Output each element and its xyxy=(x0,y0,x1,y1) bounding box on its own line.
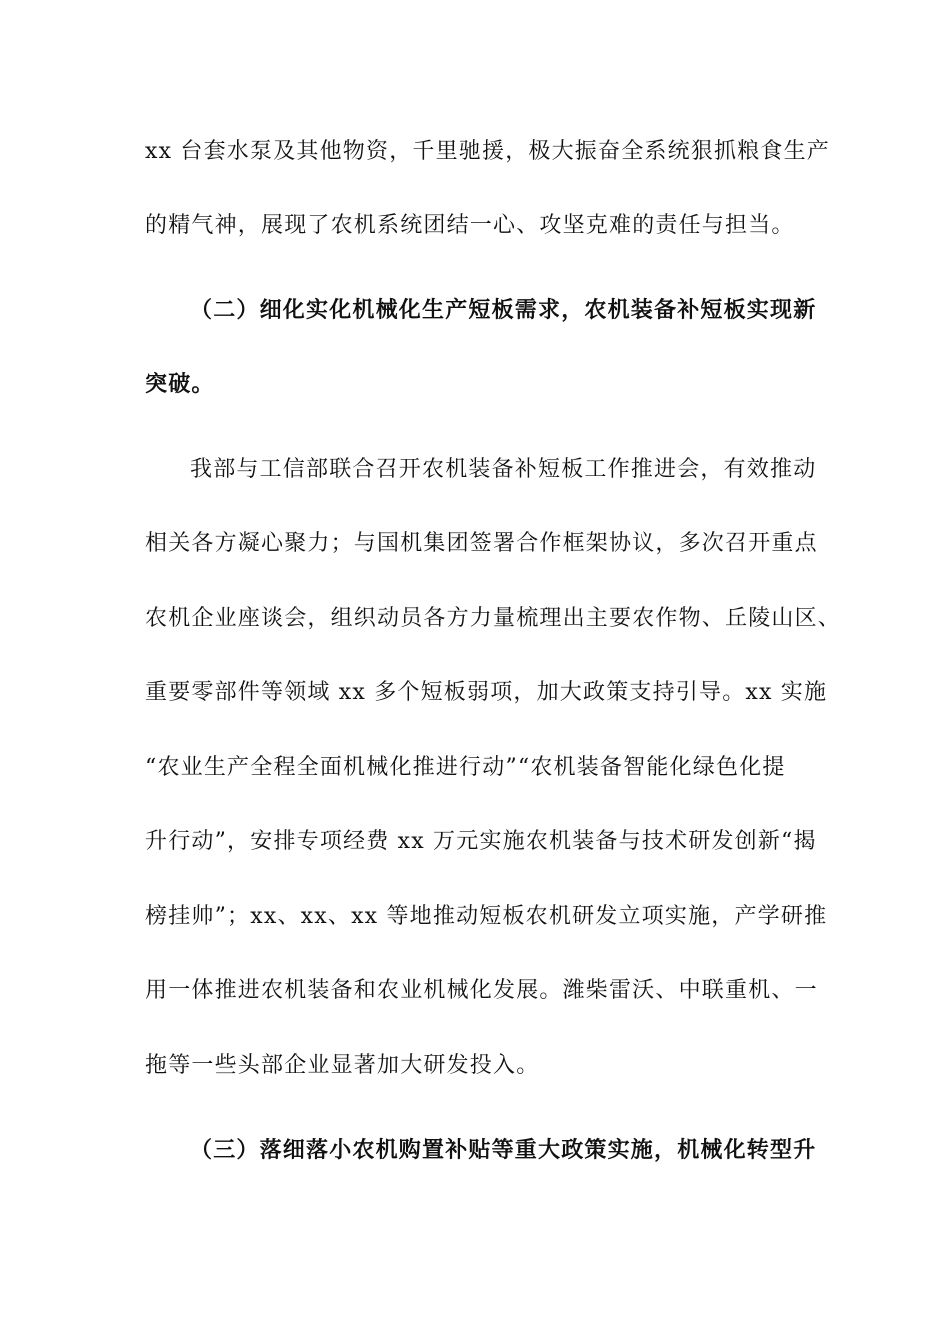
paragraph-line: 重要零部件等领域 xx 多个短板弱项，加大政策支持引导。xx 实施 xyxy=(145,680,828,705)
paragraph-line: 农机企业座谈会，组织动员各方力量梳理出主要农作物、丘陵山区、 xyxy=(145,606,842,631)
paragraph-line: xx 台套水泵及其他物资，千里驰援，极大振奋全系统狠抓粮食生产 xyxy=(145,139,831,164)
section-heading-2-cont: 突破。 xyxy=(145,372,215,397)
paragraph-line: 榜挂帅”；xx、xx、xx 等地推动短板农机研发立项实施，产学研推 xyxy=(145,904,828,929)
paragraph-line: 我部与工信部联合召开农机装备补短板工作推进会，有效推动 xyxy=(190,457,817,482)
paragraph-line: “农业生产全程全面机械化推进行动”“农机装备智能化绿色化提 xyxy=(145,755,786,780)
paragraph-line: 的精气神，展现了农机系统团结一心、攻坚克难的责任与担当。 xyxy=(145,213,795,238)
paragraph-line: 用一体推进农机装备和农业机械化发展。潍柴雷沃、中联重机、一 xyxy=(145,978,818,1003)
paragraph-line: 升行动”，安排专项经费 xx 万元实施农机装备与技术研发创新“揭 xyxy=(145,829,817,854)
section-heading-2: （二）细化实化机械化生产短板需求，农机装备补短板实现新 xyxy=(190,298,817,323)
section-heading-3: （三）落细落小农机购置补贴等重大政策实施，机械化转型升 xyxy=(190,1138,817,1163)
paragraph-line: 拖等一些头部企业显著加大研发投入。 xyxy=(145,1053,540,1078)
paragraph-line: 相关各方凝心聚力；与国机集团签署合作框架协议，多次召开重点 xyxy=(145,531,818,556)
